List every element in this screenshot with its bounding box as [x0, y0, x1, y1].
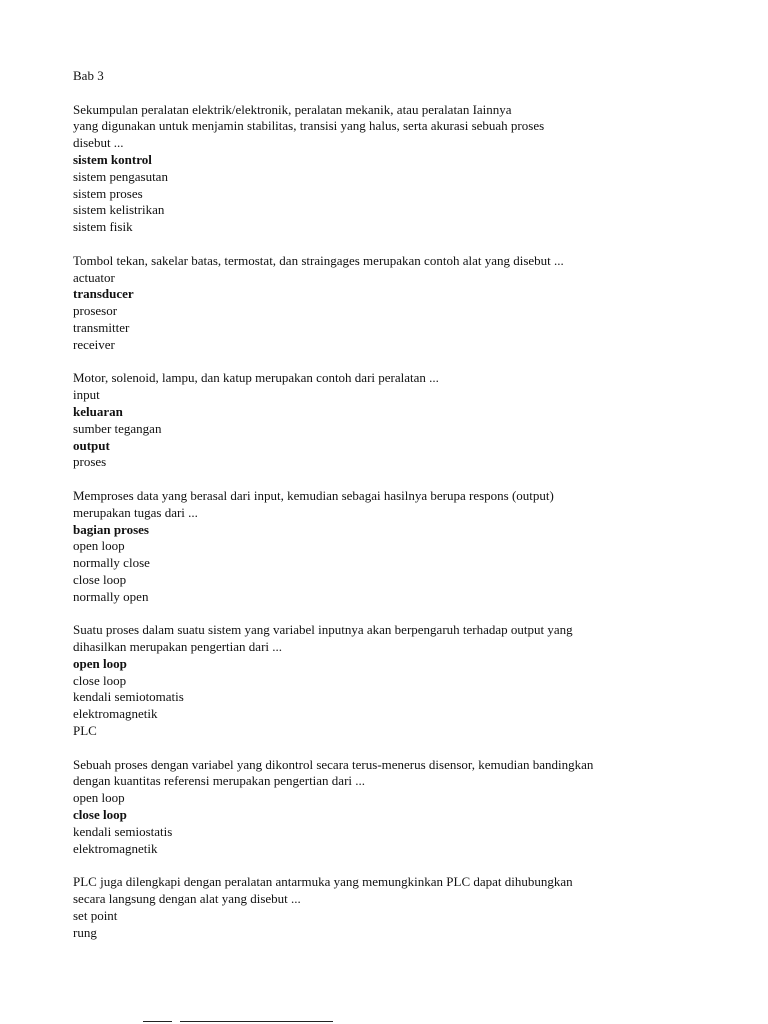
answer-option: PLC [73, 723, 97, 739]
answer-option: close loop [73, 571, 127, 587]
question-list [73, 102, 713, 942]
question-block [73, 488, 713, 606]
answer-options [73, 387, 713, 471]
answer-option: kendali semiostatis [73, 823, 173, 839]
answer-options [73, 790, 713, 857]
answer-option: open loop [73, 790, 125, 806]
document-page [73, 68, 713, 941]
answer-option: kendali semiotomatis [73, 689, 184, 705]
question-block [73, 874, 713, 941]
answer-option: open loop [73, 538, 125, 554]
question-text: Sekumpulan peralatan elektrik/elektronik, peralatan mekanik, atau peralatan Iainnya yang digunakan untuk menjamin stabilitas, transisi yang halus, serta akurasi sebuah proses disebut ... [73, 101, 545, 151]
answer-option: set point [73, 907, 118, 923]
answer-option: normally close [73, 555, 150, 571]
question-block [73, 253, 713, 354]
question-block [73, 370, 713, 471]
answer-option: actuator [73, 269, 115, 285]
question-text: Sebuah proses dengan variabel yang dikontrol secara terus-menerus disensor, kemudian bandingkan dengan kuantitas referensi merupakan pengertian dari ... [73, 756, 594, 789]
answer-options [73, 908, 713, 942]
answer-option-highlighted: bagian proses [73, 521, 149, 537]
chapter-heading: Bab 3 [73, 68, 104, 83]
answer-option: sistem fisik [73, 219, 133, 235]
answer-option-highlighted: sistem kontrol [73, 151, 152, 167]
answer-options [73, 152, 713, 236]
answer-options [73, 656, 713, 740]
question-text: Suatu proses dalam suatu sistem yang variabel inputnya akan berpengaruh terhadap output yang dihasilkan merupakan pengertian dari ... [73, 622, 573, 655]
answer-options [73, 270, 713, 354]
answer-option: elektromagnetik [73, 706, 158, 722]
answer-option-highlighted: output [73, 437, 110, 453]
question-block [73, 622, 713, 740]
footer-rule-long [180, 1021, 333, 1022]
answer-option: rung [73, 924, 97, 940]
answer-option: elektromagnetik [73, 840, 158, 856]
answer-option: input [73, 387, 100, 403]
answer-option: normally open [73, 588, 149, 604]
answer-option: receiver [73, 336, 115, 352]
question-text: PLC juga dilengkapi dengan peralatan antarmuka yang memungkinkan PLC dapat dihubungkan secara langsung dengan alat yang disebut ... [73, 874, 573, 907]
question-block [73, 757, 713, 858]
answer-option: sistem pengasutan [73, 168, 168, 184]
answer-option: sistem proses [73, 185, 143, 201]
footer-rule-short [143, 1021, 172, 1022]
answer-option-highlighted: close loop [73, 807, 127, 823]
answer-option: close loop [73, 672, 127, 688]
question-block [73, 102, 713, 236]
answer-option: sumber tegangan [73, 420, 162, 436]
answer-option-highlighted: transducer [73, 286, 134, 302]
answer-option: prosesor [73, 303, 118, 319]
answer-options [73, 522, 713, 606]
answer-option-highlighted: open loop [73, 655, 127, 671]
answer-option: transmitter [73, 319, 130, 335]
question-text: Memproses data yang berasal dari input, kemudian sebagai hasilnya berupa respons (output) merupakan tugas dari ... [73, 487, 554, 520]
answer-option: sistem kelistrikan [73, 202, 165, 218]
question-text: Motor, solenoid, lampu, dan katup merupakan contoh dari peralatan ... [73, 370, 439, 386]
answer-option: proses [73, 454, 107, 470]
question-text: Tombol tekan, sakelar batas, termostat, dan straingages merupakan contoh alat yang disebut ... [73, 252, 564, 268]
answer-option-highlighted: keluaran [73, 403, 123, 419]
